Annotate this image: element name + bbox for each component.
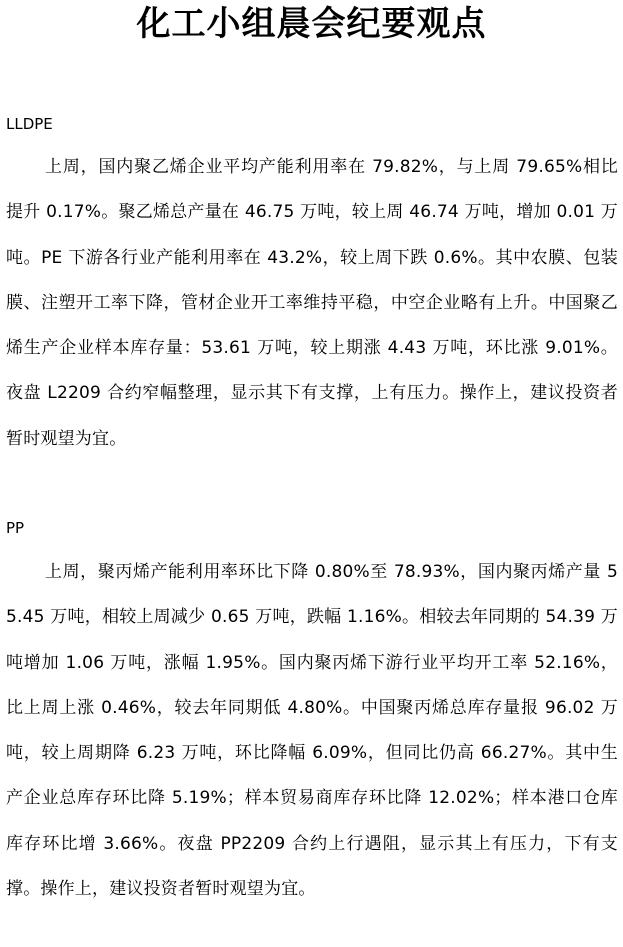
paragraph-lldpe: 上周，国内聚乙烯企业平均产能利用率在 79.82%，与上周 79.65%相比提升 0.17%。聚乙烯总产量在 46.75 万吨，较上周 46.74 万吨，增加 0.01 万吨。PE 下游各行业产能利用率在 43.2%，较上周下跌 0.6%。其中农膜、包装膜、注塑开工率下降，管材企业开工率维持平稳，中空企业略有上升。中国聚乙烯生产企业样本库存量：53.61 万吨，较上期涨 4.43 万吨，环比涨 9.01%。夜盘 L2209 合约窄幅整理，显示其下有支撑，上有压力。操作上，建议投资者暂时观望为宜。 (6, 157, 618, 449)
section-heading-lldpe: LLDPE (6, 115, 53, 133)
paragraph-pp: 上周，聚丙烯产能利用率环比下降 0.80%至 78.93%，国内聚丙烯产量 55.45 万吨，相较上周减少 0.65 万吨，跌幅 1.16%。相较去年同期的 54.39 万吨增加 1.06 万吨，涨幅 1.95%。国内聚丙烯下游行业平均开工率 52.16%，比上周上涨 0.46%，较去年同期低 4.80%。中国聚丙烯总库存量报 96.02 万吨，较上周期降 6.23 万吨，环比降幅 6.09%，但同比仍高 66.27%。其中生产企业总库存环比降 5.19%；样本贸易商库存环比降 12.02%；样本港口仓库库存环比增 3.66%。夜盘 PP2209 合约上行遇阻，显示其上有压力，下有支撑。操作上，建议投资者暂时观望为宜。 (6, 562, 618, 900)
section-body-lldpe (6, 145, 618, 462)
section-body-pp (6, 550, 618, 912)
document-title: 化工小组晨会纪要观点 (136, 4, 487, 44)
section-heading-pp: PP (6, 519, 25, 537)
